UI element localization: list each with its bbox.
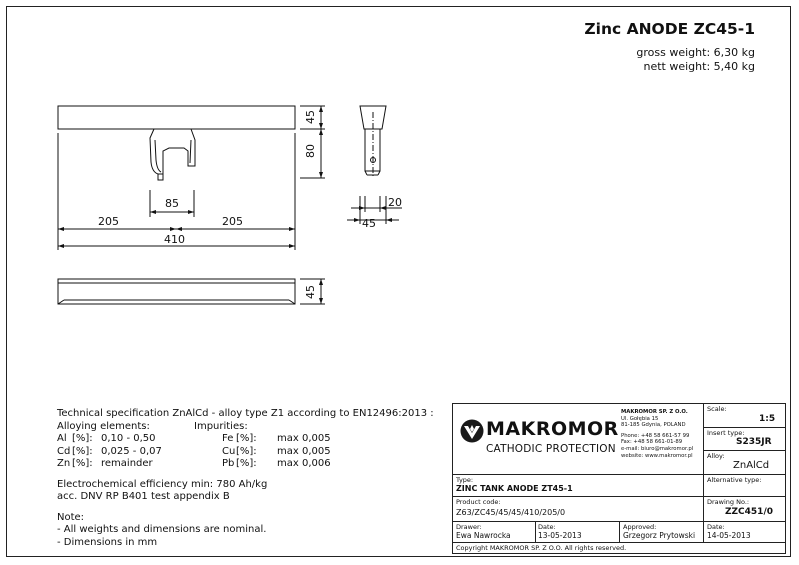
- date2-label: Date:: [707, 523, 725, 531]
- spec-row: [57, 433, 434, 446]
- impurity: Cu: [222, 445, 236, 457]
- drawing-title: Zinc ANODE ZC45-1: [584, 20, 755, 38]
- unit: [%]:: [236, 445, 257, 457]
- address-line: Ul. Gołębia 15: [621, 415, 659, 422]
- type-label: Type:: [456, 476, 474, 484]
- drawer-label: Drawer:: [456, 523, 482, 531]
- anode-bar-front: [58, 106, 295, 129]
- alloy-label: Alloy:: [707, 452, 725, 460]
- product-code-label: Product code:: [456, 498, 501, 506]
- brand-name: MAKROMOR: [486, 418, 619, 440]
- copyright: Copyright MAKROMOR SP. Z O.O. All rights reserved.: [456, 544, 627, 552]
- date1-value: 13-05-2013: [538, 531, 582, 540]
- approved-value: Grzegorz Prytowski: [623, 531, 696, 540]
- value: 0,025 - 0,07: [101, 445, 162, 457]
- gross-weight: gross weight: 6,30 kg: [636, 46, 755, 59]
- scale-label: Scale:: [707, 405, 727, 413]
- dim-205-left: 205: [98, 215, 119, 228]
- efficiency-text: Electrochemical efficiency min: 780 Ah/kg: [57, 478, 268, 490]
- drawer-value: Ewa Nawrocka: [456, 531, 511, 540]
- value: max 0,005: [277, 433, 331, 444]
- spec-row: [57, 458, 434, 471]
- value: max 0,005: [277, 445, 331, 457]
- dim-80: 80: [304, 144, 317, 158]
- drawing-no-value: ZZC451/0: [725, 507, 773, 517]
- address-line: Fax: +48 58 661-01-89: [621, 439, 683, 446]
- value: max 0,006: [277, 458, 331, 469]
- unit: [%]:: [236, 458, 257, 469]
- dim-410: 410: [164, 233, 185, 246]
- product-code-value: Z63/ZC45/45/45/410/205/0: [456, 508, 566, 517]
- nett-weight: nett weight: 5,40 kg: [643, 60, 755, 73]
- unit: [%]:: [72, 458, 93, 469]
- impurity: Pb: [222, 458, 235, 469]
- date1-label: Date:: [538, 523, 556, 531]
- address-line: 81-185 Gdynia, POLAND: [621, 422, 686, 429]
- company-address: [621, 409, 693, 459]
- impurities-label: Impurities:: [194, 420, 248, 432]
- element: Al: [57, 433, 67, 444]
- scale-value: 1:5: [759, 414, 776, 424]
- unit: [%]:: [236, 433, 257, 444]
- element: Cd: [57, 445, 71, 457]
- address-line: MAKROMOR SP. Z O.O.: [621, 409, 688, 415]
- dim-205-right: 205: [222, 215, 243, 228]
- impurity: Fe: [222, 433, 234, 444]
- element: Zn: [57, 458, 71, 469]
- date2-value: 14-05-2013: [707, 531, 751, 540]
- value: remainder: [101, 458, 153, 469]
- makromor-logo-icon: [460, 419, 484, 443]
- spec-heading: Technical specification ZnAlCd - alloy type Z1 according to EN12496:2013 :: [57, 408, 434, 419]
- dim-45-side: 45: [362, 217, 376, 230]
- unit: [%]:: [72, 445, 93, 457]
- spec-row: [57, 446, 434, 459]
- brand-tagline: CATHODIC PROTECTION: [486, 443, 616, 455]
- technical-specification: [57, 408, 434, 549]
- note-1: - All weights and dimensions are nominal.: [57, 524, 267, 535]
- alloy-value: ZnAlCd: [733, 460, 770, 471]
- approved-label: Approved:: [623, 523, 657, 531]
- dim-45-bottom: 45: [304, 285, 317, 299]
- dim-45-top: 45: [304, 110, 317, 124]
- value: 0,10 - 0,50: [101, 433, 156, 444]
- drawing-no-label: Drawing No.:: [707, 498, 750, 506]
- address-line: website: www.makromor.pl: [621, 452, 693, 459]
- note-2: - Dimensions in mm: [57, 536, 158, 548]
- unit: [%]:: [72, 433, 93, 444]
- type-value: ZINC TANK ANODE ZT45-1: [456, 484, 573, 493]
- address-line: Phone: +48 58 661-57 99: [621, 432, 690, 439]
- test-text: acc. DNV RP B401 test appendix B: [57, 491, 230, 502]
- insert-label: Insert type:: [707, 429, 745, 437]
- address-line: e-mail: biuro@makromor.pl: [621, 445, 694, 452]
- dim-20: 20: [388, 196, 402, 209]
- dim-85: 85: [165, 197, 179, 210]
- alloying-label: Alloying elements:: [57, 420, 150, 432]
- insert-value: S235JR: [736, 437, 772, 447]
- alt-type-label: Alternative type:: [707, 476, 762, 484]
- note-title: Note:: [57, 511, 85, 523]
